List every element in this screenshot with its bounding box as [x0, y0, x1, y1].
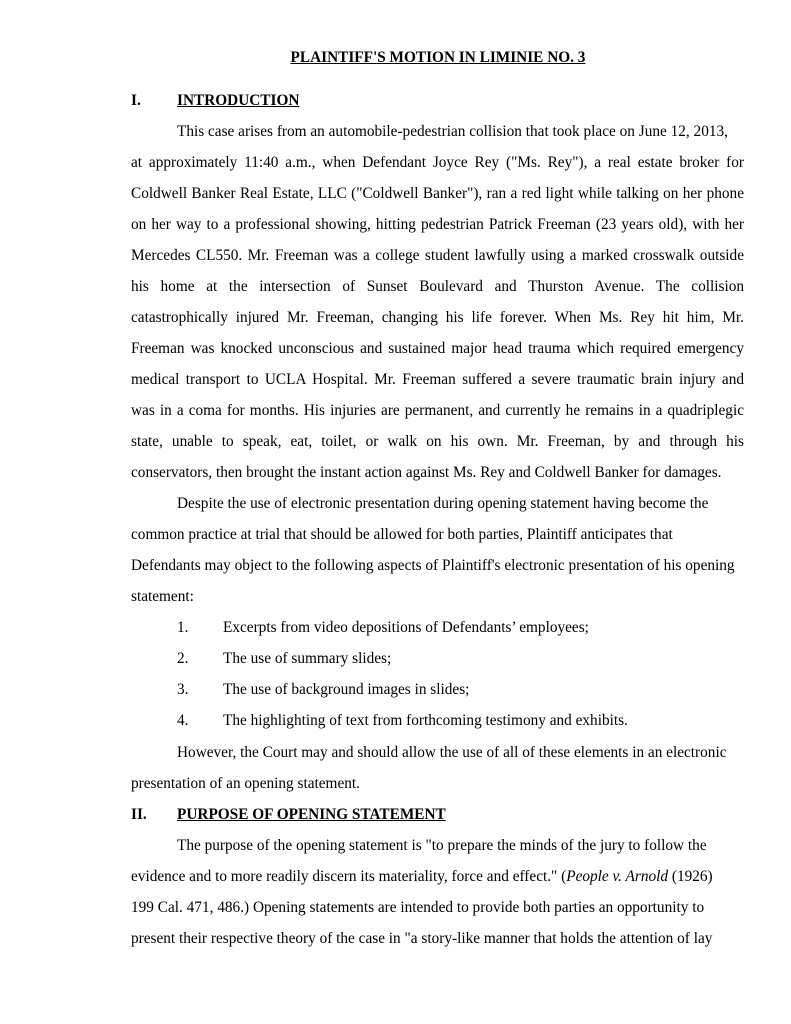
paragraph-line: Freeman was knocked unconscious and sustained major head trauma which required emergency	[131, 340, 744, 357]
section-number: II.	[131, 806, 147, 823]
list-item-number: 3.	[177, 681, 189, 698]
section-heading-purpose	[131, 805, 446, 825]
list-item-text: The use of background images in slides;	[223, 681, 470, 698]
paragraph-line: state, unable to speak, eat, toilet, or walk on his own. Mr. Freeman, by and through his	[131, 433, 744, 450]
introduction-paragraph-2	[131, 488, 744, 612]
paragraph-line: his home at the intersection of Sunset Boulevard and Thurston Avenue. The collision	[131, 278, 744, 295]
objection-list	[177, 612, 628, 736]
list-item-number: 1.	[177, 619, 189, 636]
list-item-text: The highlighting of text from forthcoming testimony and exhibits.	[223, 712, 628, 729]
paragraph-line: 199 Cal. 471, 486.) Opening statements are intended to provide both parties an opportunity to	[131, 899, 705, 916]
text-run: evidence and to more readily discern its materiality, force and effect." (	[131, 868, 567, 885]
list-item	[177, 674, 628, 705]
section-title: INTRODUCTION	[177, 92, 300, 109]
paragraph-line: The purpose of the opening statement is "to prepare the minds of the jury to follow the	[177, 837, 707, 854]
paragraph-line: medical transport to UCLA Hospital. Mr. Freeman suffered a severe traumatic brain injury and	[131, 371, 744, 388]
list-item-text: Excerpts from video depositions of Defendants’ employees;	[223, 619, 589, 636]
list-item-number: 2.	[177, 650, 189, 667]
section-number: I.	[131, 92, 141, 109]
paragraph-line: presentation of an opening statement.	[131, 775, 360, 792]
section-title: PURPOSE OF OPENING STATEMENT	[177, 806, 446, 823]
introduction-paragraph-3	[131, 737, 744, 799]
list-item-text: The use of summary slides;	[223, 650, 392, 667]
list-item	[177, 705, 628, 736]
paragraph-line: at approximately 11:40 a.m., when Defendant Joyce Rey ("Ms. Rey"), a real estate broker for	[131, 154, 744, 171]
paragraph-line	[131, 861, 744, 892]
document-title: PLAINTIFF'S MOTION IN LIMINIE NO. 3	[290, 49, 586, 66]
paragraph-line: on her way to a professional showing, hitting pedestrian Patrick Freeman (23 years old), with her	[131, 216, 744, 233]
paragraph-line: Coldwell Banker Real Estate, LLC ("Coldwell Banker"), ran a red light while talking on her phone	[131, 185, 744, 202]
paragraph-line: catastrophically injured Mr. Freeman, changing his life forever. When Ms. Rey hit him, Mr.	[131, 309, 744, 326]
paragraph-line: Despite the use of electronic presentation during opening statement having become the	[177, 495, 709, 512]
paragraph-line: present their respective theory of the case in "a story-like manner that holds the attention of lay	[131, 930, 713, 947]
text-run: (1926)	[668, 868, 713, 885]
paragraph-line: Defendants may object to the following aspects of Plaintiff's electronic presentation of his opening	[131, 557, 735, 574]
paragraph-line: However, the Court may and should allow the use of all of these elements in an electronic	[177, 744, 727, 761]
paragraph-line: conservators, then brought the instant action against Ms. Rey and Coldwell Banker for damages.	[131, 464, 722, 481]
paragraph-line: common practice at trial that should be allowed for both parties, Plaintiff anticipates that	[131, 526, 673, 543]
list-item	[177, 612, 628, 643]
paragraph-line: was in a coma for months. His injuries are permanent, and currently he remains in a quadriplegic	[131, 402, 744, 419]
case-citation: People v. Arnold	[566, 868, 669, 885]
list-item	[177, 643, 628, 674]
list-item-number: 4.	[177, 712, 189, 729]
introduction-paragraph-1	[131, 116, 744, 488]
paragraph-line: This case arises from an automobile-pedestrian collision that took place on June 12, 2013,	[177, 123, 728, 140]
paragraph-line: statement:	[131, 588, 194, 605]
section-heading-introduction	[131, 91, 299, 111]
paragraph-line: Mercedes CL550. Mr. Freeman was a college student lawfully using a marked crosswalk outside	[131, 247, 744, 264]
purpose-paragraph-1	[131, 830, 744, 954]
